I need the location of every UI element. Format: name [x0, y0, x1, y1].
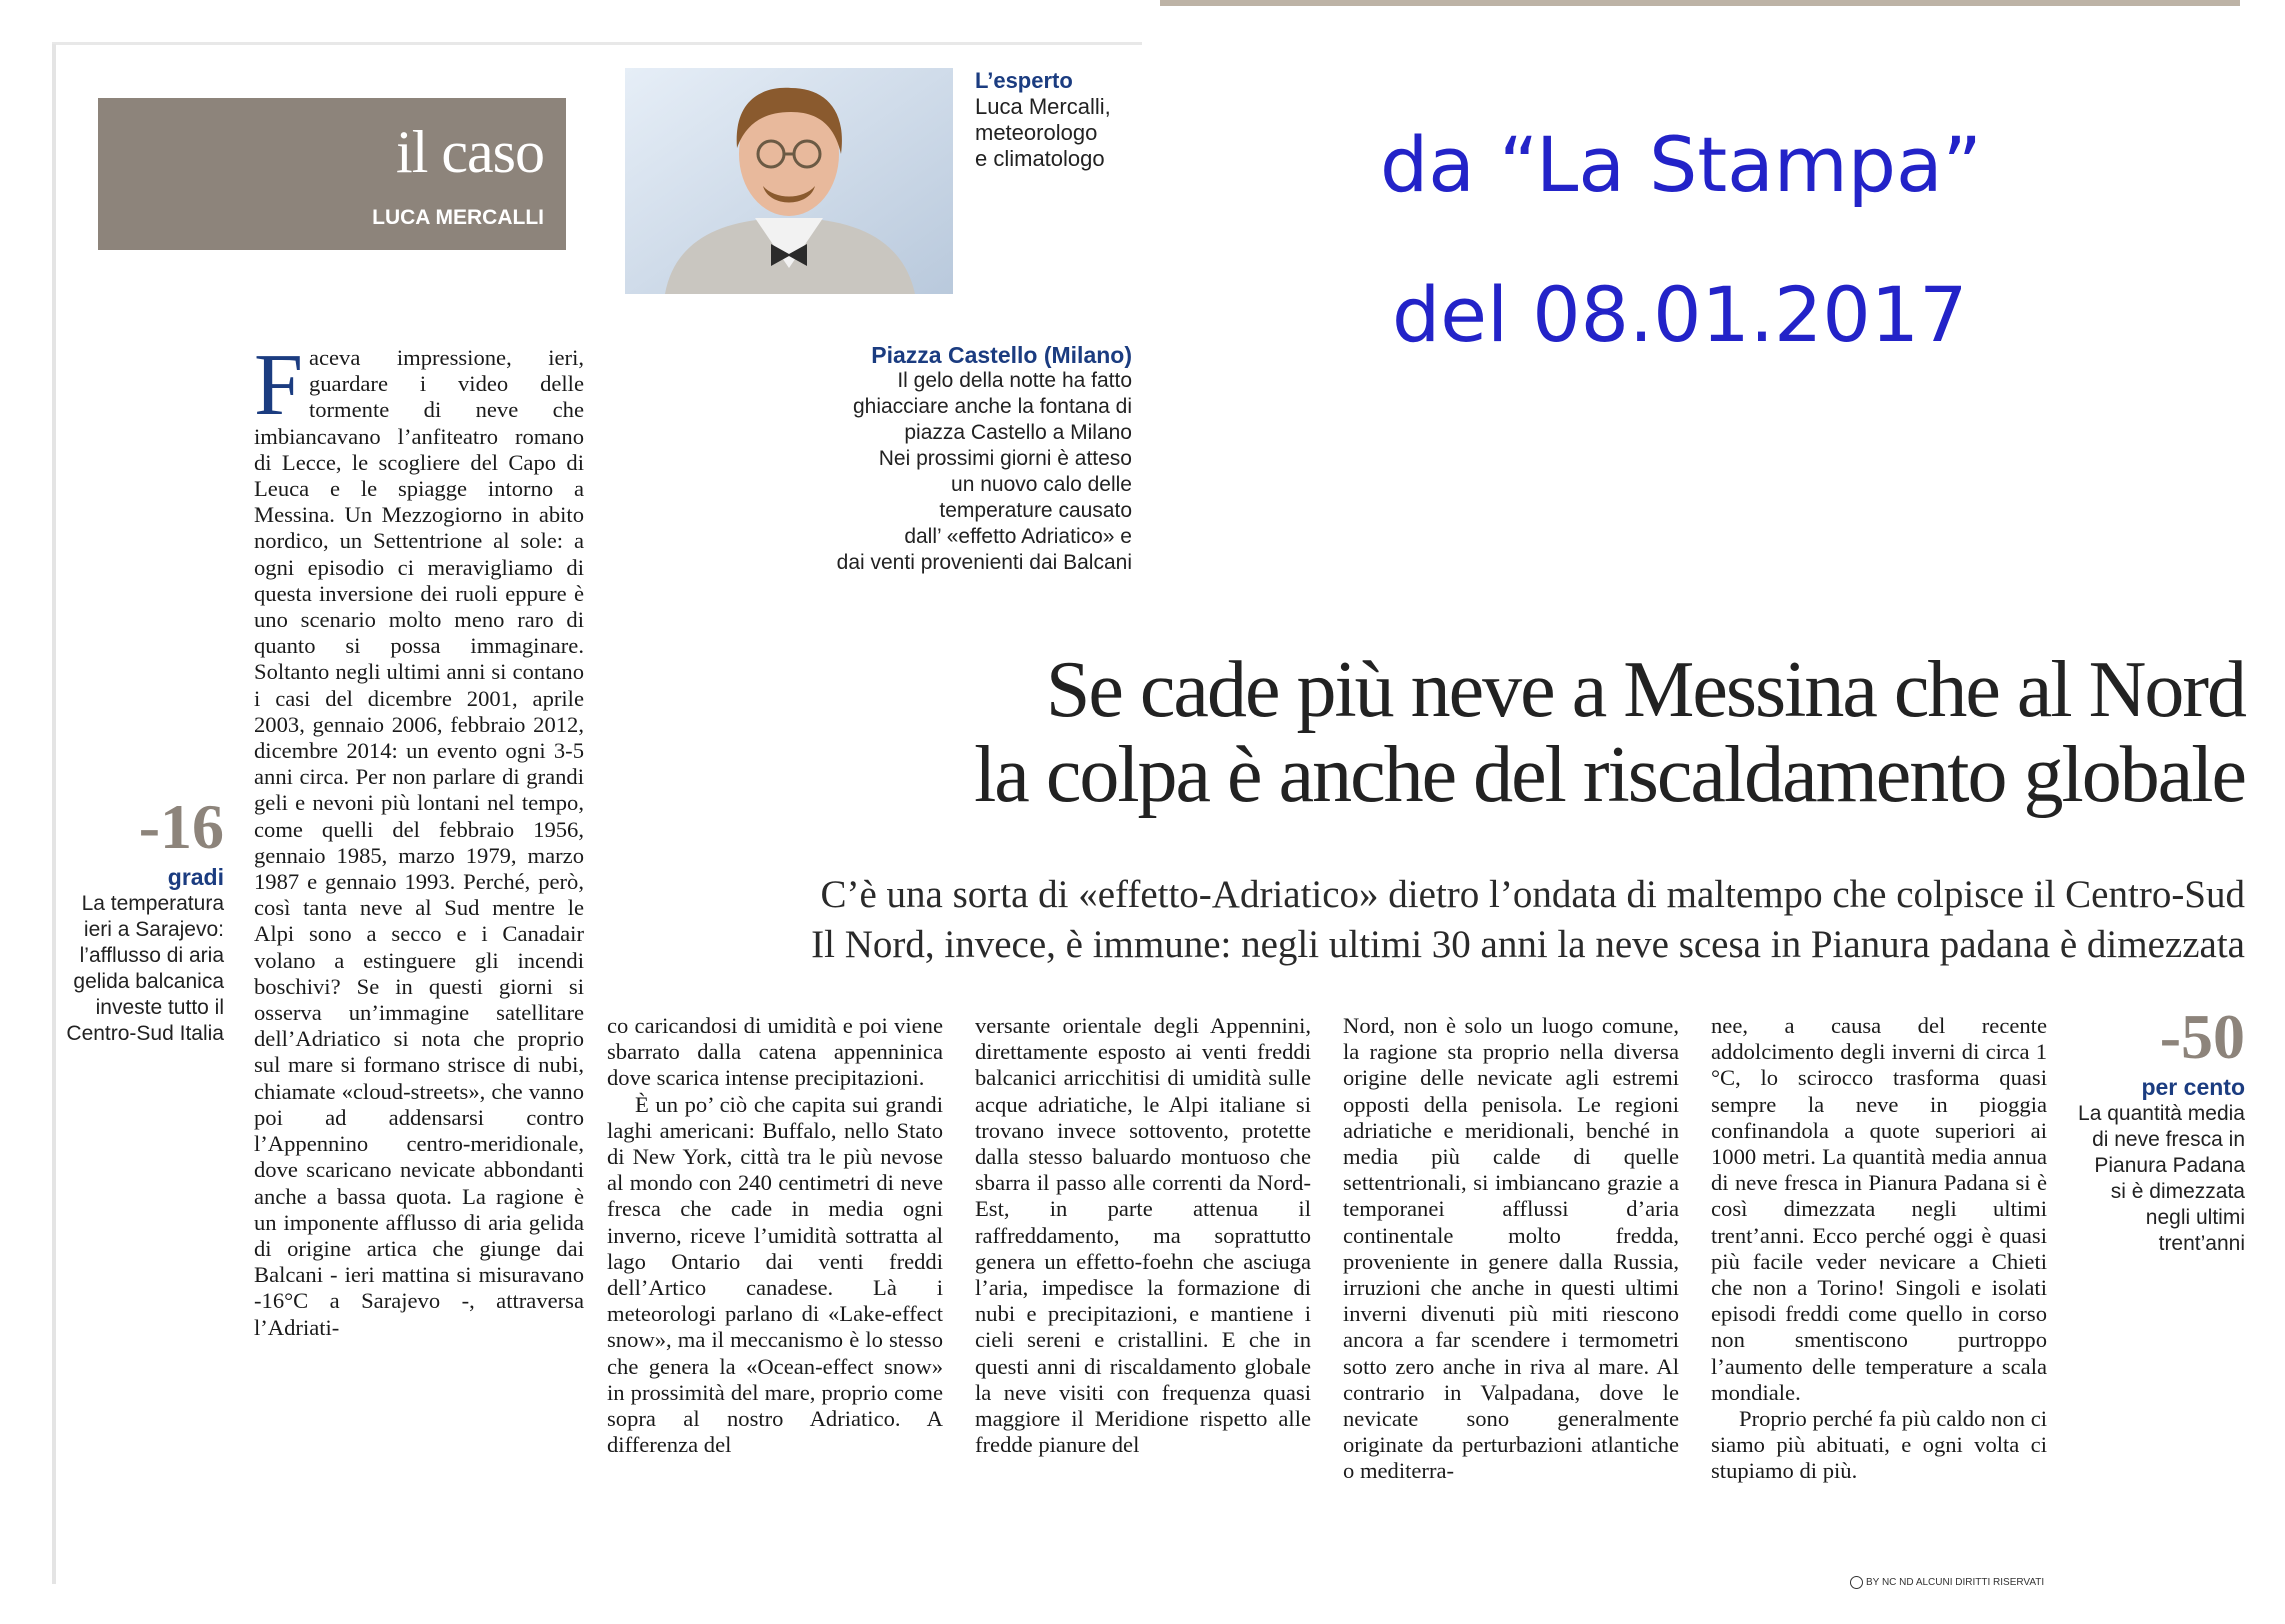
stat-left-unit: gradi [167, 864, 224, 890]
headline-line-2: la colpa è anche del riscaldamento globale [974, 731, 2245, 819]
article-column-2 [607, 1013, 943, 1458]
stat-left [64, 790, 224, 1047]
subheadline-line-1: C’è una sorta di «effetto-Adriatico» dietro l’ondata di maltempo che colpisce il Centro-Sud [820, 873, 2245, 916]
article-paragraph: Proprio perché fa più caldo non ci siamo più abituati, e ogni volta ci stupiamo di più. [1711, 1406, 2047, 1484]
expert-label: L’esperto [975, 68, 1073, 93]
caption-line: temperature causato [939, 499, 1132, 522]
dropcap: F [254, 337, 303, 434]
article-column-3 [975, 1013, 1311, 1458]
stat-left-value: -16 [138, 791, 224, 862]
caption-title: Piazza Castello (Milano) [871, 342, 1132, 368]
caption-line: dall’ «effetto Adriatico» e [904, 525, 1132, 548]
article-text: aceva impressione, ieri, guardare i video delle tormente di neve che imbiancavano l’anfiteatro romano di Lecce, le scogliere del Capo di Leuca e le spiagge intorno a Messina. Un Mezzogiorno in abito nordico, un Settentrione al sole: a ogni episodio ci meravigliamo di questa inversione dei ruoli eppure è uno scenario molto meno raro di quanto si possa immaginare. Soltanto negli ultimi anni si contano i casi del dicembre 2001, aprile 2003, gennaio 2006, febbraio 2012, dicembre 2014: un evento ogni 3-5 anni circa. Per non parlare di grandi geli e nevoni più lontani nel tempo, come quelli del febbraio 1956, gennaio 1985, marzo 1979, marzo 1987 e gennaio 1993. Perché, però, così tanta neve al Sud mentre le Alpi sono a secco e i Canadair volano a estinguere gli incendi boschivi? Se in questi giorni si osserva un’immagine satellitare dell’Adriatico si nota che proprio sul mare si formano strisce di nubi, chiamate «cloud-streets», che vanno poi ad addensarsi contro l’Appennino centro-meridionale, dove scaricano nevicate abbondanti anche a bassa quota. La ragione è un imponente afflusso di aria gelida di origine artica che giunge dai Balcani - ieri mattina si misuravano -16°C a Sarajevo -, attraversa l’Adriati- [254, 345, 584, 1340]
page-edge-top [52, 42, 1142, 45]
expert-role-2: e climatologo [975, 146, 1105, 171]
caption-line: Nei prossimi giorni è atteso [878, 447, 1132, 470]
article-paragraph: È un po’ ciò che capita sui grandi laghi americani: Buffalo, nello Stato di New York, città tra le più nevose al mondo con 240 centimetri di neve fresca che cade in media ogni inverno, riceve l’umidità sottratta al lago Ontario dai venti freddi dell’Artico canadese. Là i meteorologi parlano di «Lake-effect snow», ma il meccanismo è lo stesso che genera la «Ocean-effect snow» in prossimità del mare, proprio come sopra al nostro Adriatico. A differenza del [607, 1091, 943, 1458]
expert-box [975, 68, 1165, 172]
article-paragraph: co caricandosi di umidità e poi viene sbarrato dalla catena appenninica dove scarica intense precipitazioni. [607, 1013, 943, 1091]
stat-right [2075, 1000, 2245, 1257]
stat-right-description: La quantità media di neve fresca in Pianura Padana si è dimezzata negli ultimi trent’anni [2078, 1102, 2245, 1255]
headline-line-1: Se cade più neve a Messina che al Nord [1045, 646, 2245, 734]
source-line-1: da “La Stampa” [1380, 120, 1982, 209]
caption-line: ghiacciare anche la fontana di [852, 395, 1132, 418]
rubric-box [98, 98, 566, 250]
source-line-2: del 08.01.2017 [1392, 270, 1968, 359]
expert-name: Luca Mercalli, [975, 94, 1111, 119]
top-photo-strip [1160, 0, 2240, 6]
stat-left-description: La temperatura ieri a Sarajevo: l’afflusso di aria gelida balcanica investe tutto il Centro-Sud Italia [66, 892, 224, 1045]
license-text: BY NC ND ALCUNI DIRITTI RISERVATI [1866, 1577, 2045, 1589]
article-column-5 [1711, 1013, 2047, 1485]
author-portrait [625, 68, 953, 294]
article-column-4 [1343, 1013, 1679, 1485]
caption-line: Il gelo della notte ha fatto [897, 369, 1132, 392]
caption-line: piazza Castello a Milano [904, 421, 1132, 444]
expert-role-1: meteorologo [975, 120, 1098, 145]
subheadline [600, 870, 2245, 970]
subheadline-line-2: Il Nord, invece, è immune: negli ultimi 30 anni la neve scesa in Pianura padana è dimezzata [811, 923, 2245, 966]
portrait-illustration [625, 68, 953, 294]
headline [620, 648, 2245, 818]
page-edge-left [52, 44, 56, 1584]
photo-caption [770, 342, 1132, 576]
article-column-1 [254, 337, 584, 1341]
license-note [1850, 1576, 2044, 1589]
article-paragraph: Nord, non è solo un luogo comune, la ragione sta proprio nella diversa origine delle nevicate agli estremi opposti della penisola. Le regioni adriatiche e meridionali, benché in media più calde di quelle settentrionali, si imbiancano grazie a temporanei afflussi d’aria continentale molto fredda, proveniente in genere dalla Russia, irruzioni che anche in questi ultimi inverni divenuti più miti riescono ancora a far scendere i termometri sotto zero anche in riva al mare. Al contrario in Valpadana, dove le nevicate sono generalmente originate da perturbazioni atlantiche o mediterra- [1343, 1013, 1679, 1484]
rubric-author: LUCA MERCALLI [372, 206, 544, 229]
article-paragraph: nee, a causa del recente addolcimento degli inverni di circa 1 °C, lo scirocco trasforma quasi sempre la neve in pioggia confinandola a quote superiori ai 1000 metri. La quantità media annua di neve fresca in Pianura Padana si è così dimezzata negli ultimi trent’anni. Ecco perché oggi è quasi più facile veder nevicare a Chieti che non a Torino! Singoli e isolati episodi freddi come quello in corso non smentiscono purtroppo l’aumento delle temperature a scala mondiale. [1711, 1013, 2047, 1405]
stat-right-value: -50 [2159, 1001, 2245, 1072]
stat-right-unit: per cento [2141, 1074, 2245, 1100]
rubric-label: il caso [396, 119, 544, 185]
caption-line: un nuovo calo delle [951, 473, 1132, 496]
cc-icon [1850, 1576, 1863, 1589]
article-paragraph: versante orientale degli Appennini, direttamente esposto ai venti freddi balcanici arricchitisi di umidità sulle acque adriatiche, le Alpi italiane si trovano invece sottovento, protette dalla stesso baluardo montuoso che sbarra il passo alle correnti da Nord-Est, in parte attenua il raffreddamento, ma soprattutto genera un effetto-foehn che asciuga l’aria, impedisce la formazione di nubi e precipitazioni, e mantiene i cieli sereni e cristallini. E che in questi anni di riscaldamento globale la neve visiti con frequenza quasi maggiore il Meridione rispetto alle fredde pianure del [975, 1013, 1311, 1458]
caption-line: dai venti provenienti dai Balcani [836, 551, 1132, 574]
